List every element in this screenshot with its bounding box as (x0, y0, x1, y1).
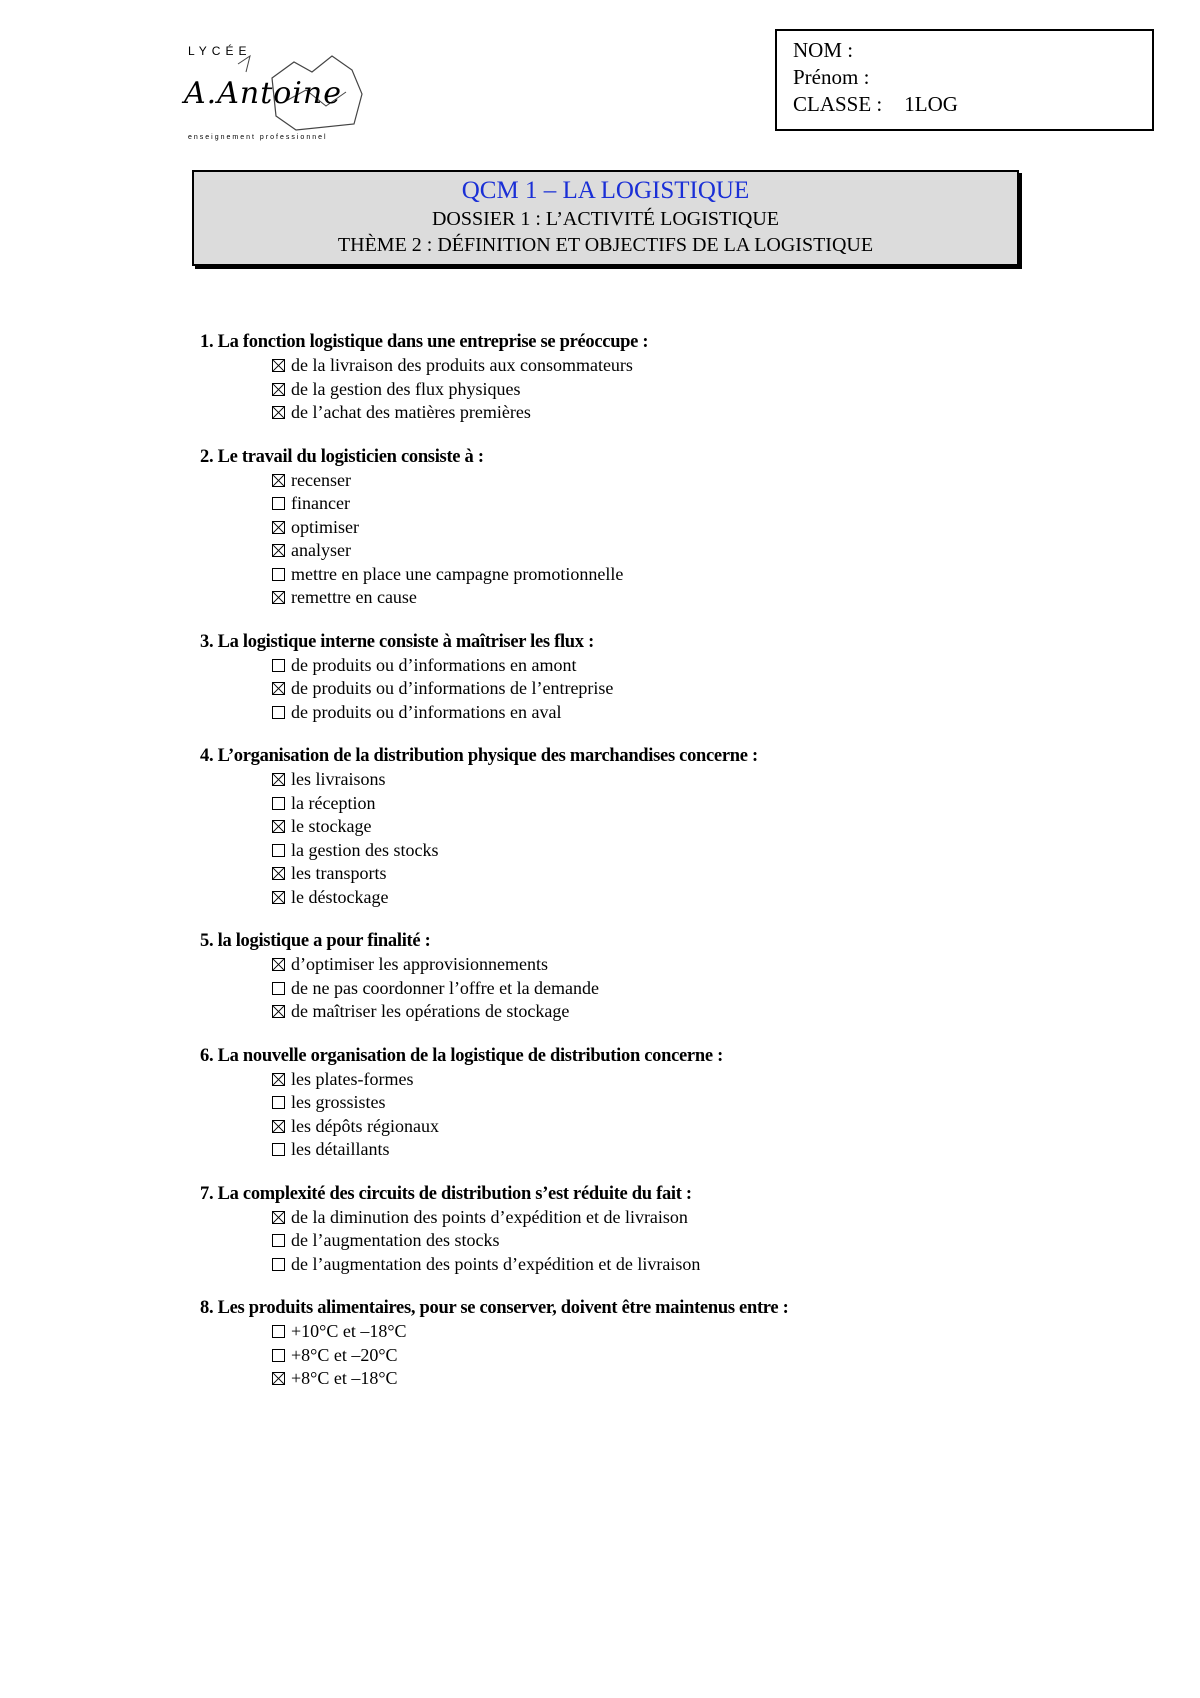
question-6 (200, 1044, 1100, 1162)
unchecked-checkbox[interactable] (272, 1143, 285, 1156)
option-list (200, 768, 1100, 909)
option-item (272, 401, 1100, 425)
option-label: +8°C et –20°C (291, 1344, 398, 1365)
option-list (200, 953, 1100, 1024)
header-title-box (192, 170, 1019, 266)
question-5 (200, 929, 1100, 1024)
unchecked-checkbox[interactable] (272, 659, 285, 672)
checked-checkbox[interactable] (272, 891, 285, 904)
question-title: 2. Le travail du logisticien consiste à : (200, 446, 484, 467)
checked-checkbox[interactable] (272, 591, 285, 604)
option-item (272, 1206, 1100, 1230)
option-label: la gestion des stocks (291, 839, 439, 860)
option-item (272, 1253, 1100, 1277)
dossier-subtitle: DOSSIER 1 : L’ACTIVITÉ LOGISTIQUE (431, 208, 779, 230)
question-title: 3. La logistique interne consiste à maîtriser les flux : (200, 631, 594, 652)
logo-lycee-text: LYCÉE (188, 44, 252, 58)
checked-checkbox[interactable] (272, 682, 285, 695)
checked-checkbox[interactable] (272, 1073, 285, 1086)
question-4 (200, 744, 1100, 909)
qcm-title: QCM 1 – LA LOGISTIQUE (461, 177, 750, 204)
option-item (272, 839, 1100, 863)
option-label: de l’augmentation des points d’expédition et de livraison (291, 1253, 701, 1274)
option-item (272, 1367, 1100, 1391)
option-item (272, 1344, 1100, 1368)
option-label: les plates-formes (291, 1068, 414, 1089)
classe-label: CLASSE : (793, 92, 883, 116)
option-item (272, 886, 1100, 910)
unchecked-checkbox[interactable] (272, 1258, 285, 1271)
option-item (272, 768, 1100, 792)
option-item (272, 953, 1100, 977)
unchecked-checkbox[interactable] (272, 1096, 285, 1109)
option-item (272, 977, 1100, 1001)
option-label: de ne pas coordonner l’offre et la demande (291, 977, 600, 998)
question-title: 7. La complexité des circuits de distribution s’est réduite du fait : (200, 1183, 692, 1204)
question-title: 1. La fonction logistique dans une entreprise se préoccupe : (200, 332, 649, 352)
option-label: recenser (291, 469, 351, 490)
option-item (272, 677, 1100, 701)
option-label: +8°C et –18°C (291, 1368, 398, 1388)
checked-checkbox[interactable] (272, 867, 285, 880)
option-label: les détaillants (291, 1139, 390, 1159)
checked-checkbox[interactable] (272, 383, 285, 396)
option-label: de produits ou d’informations en aval (291, 701, 562, 722)
prenom-label: Prénom : (793, 65, 870, 89)
option-item (272, 1115, 1100, 1139)
unchecked-checkbox[interactable] (272, 568, 285, 581)
option-item (272, 378, 1100, 402)
option-list (200, 354, 1100, 425)
unchecked-checkbox[interactable] (272, 706, 285, 719)
option-item (272, 516, 1100, 540)
question-title: 5. la logistique a pour finalité : (200, 931, 431, 951)
question-3 (200, 630, 1100, 725)
option-label: de l’achat des matières premières (291, 402, 531, 422)
question-2 (200, 445, 1100, 610)
option-item (272, 792, 1100, 816)
option-item (272, 492, 1100, 516)
logo-tagline: enseignement professionnel (188, 134, 328, 141)
option-list (200, 469, 1100, 610)
classe-row (793, 91, 1136, 118)
student-identity-box (775, 29, 1154, 131)
option-item (272, 1320, 1100, 1344)
questionnaire (200, 330, 1100, 1411)
option-label: de produits ou d’informations en amont (291, 654, 577, 675)
option-list (200, 1206, 1100, 1277)
checked-checkbox[interactable] (272, 1120, 285, 1133)
unchecked-checkbox[interactable] (272, 1349, 285, 1362)
checked-checkbox[interactable] (272, 521, 285, 534)
option-label: de maîtriser les opérations de stockage (291, 1001, 570, 1021)
checked-checkbox[interactable] (272, 474, 285, 487)
option-item (272, 654, 1100, 678)
option-label: remettre en cause (291, 587, 417, 607)
option-item (272, 586, 1100, 610)
option-list (200, 1068, 1100, 1162)
option-label: de la diminution des points d’expédition et de livraison (291, 1206, 688, 1227)
option-label: d’optimiser les approvisionnements (291, 954, 548, 974)
nom-label: NOM : (793, 38, 854, 62)
option-item (272, 1229, 1100, 1253)
option-label: de la livraison des produits aux consommateurs (291, 355, 633, 375)
option-label: le déstockage (291, 886, 389, 907)
unchecked-checkbox[interactable] (272, 844, 285, 857)
option-item (272, 563, 1100, 587)
logo-signature: A.Antoine (184, 76, 342, 111)
option-label: de l’augmentation des stocks (291, 1230, 500, 1250)
prenom-row (793, 64, 1136, 91)
option-label: les livraisons (291, 769, 386, 789)
option-label: de la gestion des flux physiques (291, 378, 521, 399)
school-logo (176, 42, 372, 150)
option-item (272, 1068, 1100, 1092)
unchecked-checkbox[interactable] (272, 797, 285, 810)
question-7 (200, 1182, 1100, 1277)
option-label: de produits ou d’informations de l’entreprise (291, 678, 614, 698)
option-item (272, 701, 1100, 725)
option-label: +10°C et –18°C (291, 1321, 407, 1341)
option-item (272, 539, 1100, 563)
option-list (200, 1320, 1100, 1391)
question-title: 6. La nouvelle organisation de la logistique de distribution concerne : (200, 1045, 723, 1066)
checked-checkbox[interactable] (272, 820, 285, 833)
checked-checkbox[interactable] (272, 359, 285, 372)
option-item (272, 1000, 1100, 1024)
checked-checkbox[interactable] (272, 406, 285, 419)
option-list (200, 654, 1100, 725)
option-label: les transports (291, 863, 387, 883)
question-title: 4. L’organisation de la distribution physique des marchandises concerne : (200, 746, 758, 766)
nom-row (793, 37, 1136, 64)
option-label: optimiser (291, 516, 359, 537)
checked-checkbox[interactable] (272, 773, 285, 786)
option-item (272, 815, 1100, 839)
classe-value: 1LOG (904, 92, 958, 116)
theme-subtitle: THÈME 2 : DÉFINITION ET OBJECTIFS DE LA LOGISTIQUE (337, 234, 874, 256)
checked-checkbox[interactable] (272, 544, 285, 557)
option-label: financer (291, 493, 350, 513)
option-label: les dépôts régionaux (291, 1115, 439, 1136)
question-1 (200, 330, 1100, 425)
option-label: les grossistes (291, 1092, 386, 1112)
unchecked-checkbox[interactable] (272, 982, 285, 995)
question-8 (200, 1296, 1100, 1391)
option-item (272, 469, 1100, 493)
option-item (272, 1091, 1100, 1115)
unchecked-checkbox[interactable] (272, 1234, 285, 1247)
option-label: analyser (291, 540, 351, 560)
question-title: 8. Les produits alimentaires, pour se conserver, doivent être maintenus entre : (200, 1298, 789, 1318)
unchecked-checkbox[interactable] (272, 497, 285, 510)
checked-checkbox[interactable] (272, 1372, 285, 1385)
option-item (272, 354, 1100, 378)
option-item (272, 1138, 1100, 1162)
checked-checkbox[interactable] (272, 1211, 285, 1224)
option-item (272, 862, 1100, 886)
option-label: la réception (291, 792, 376, 813)
checked-checkbox[interactable] (272, 958, 285, 971)
option-label: le stockage (291, 816, 372, 836)
unchecked-checkbox[interactable] (272, 1325, 285, 1338)
option-label: mettre en place une campagne promotionnelle (291, 563, 624, 584)
checked-checkbox[interactable] (272, 1005, 285, 1018)
